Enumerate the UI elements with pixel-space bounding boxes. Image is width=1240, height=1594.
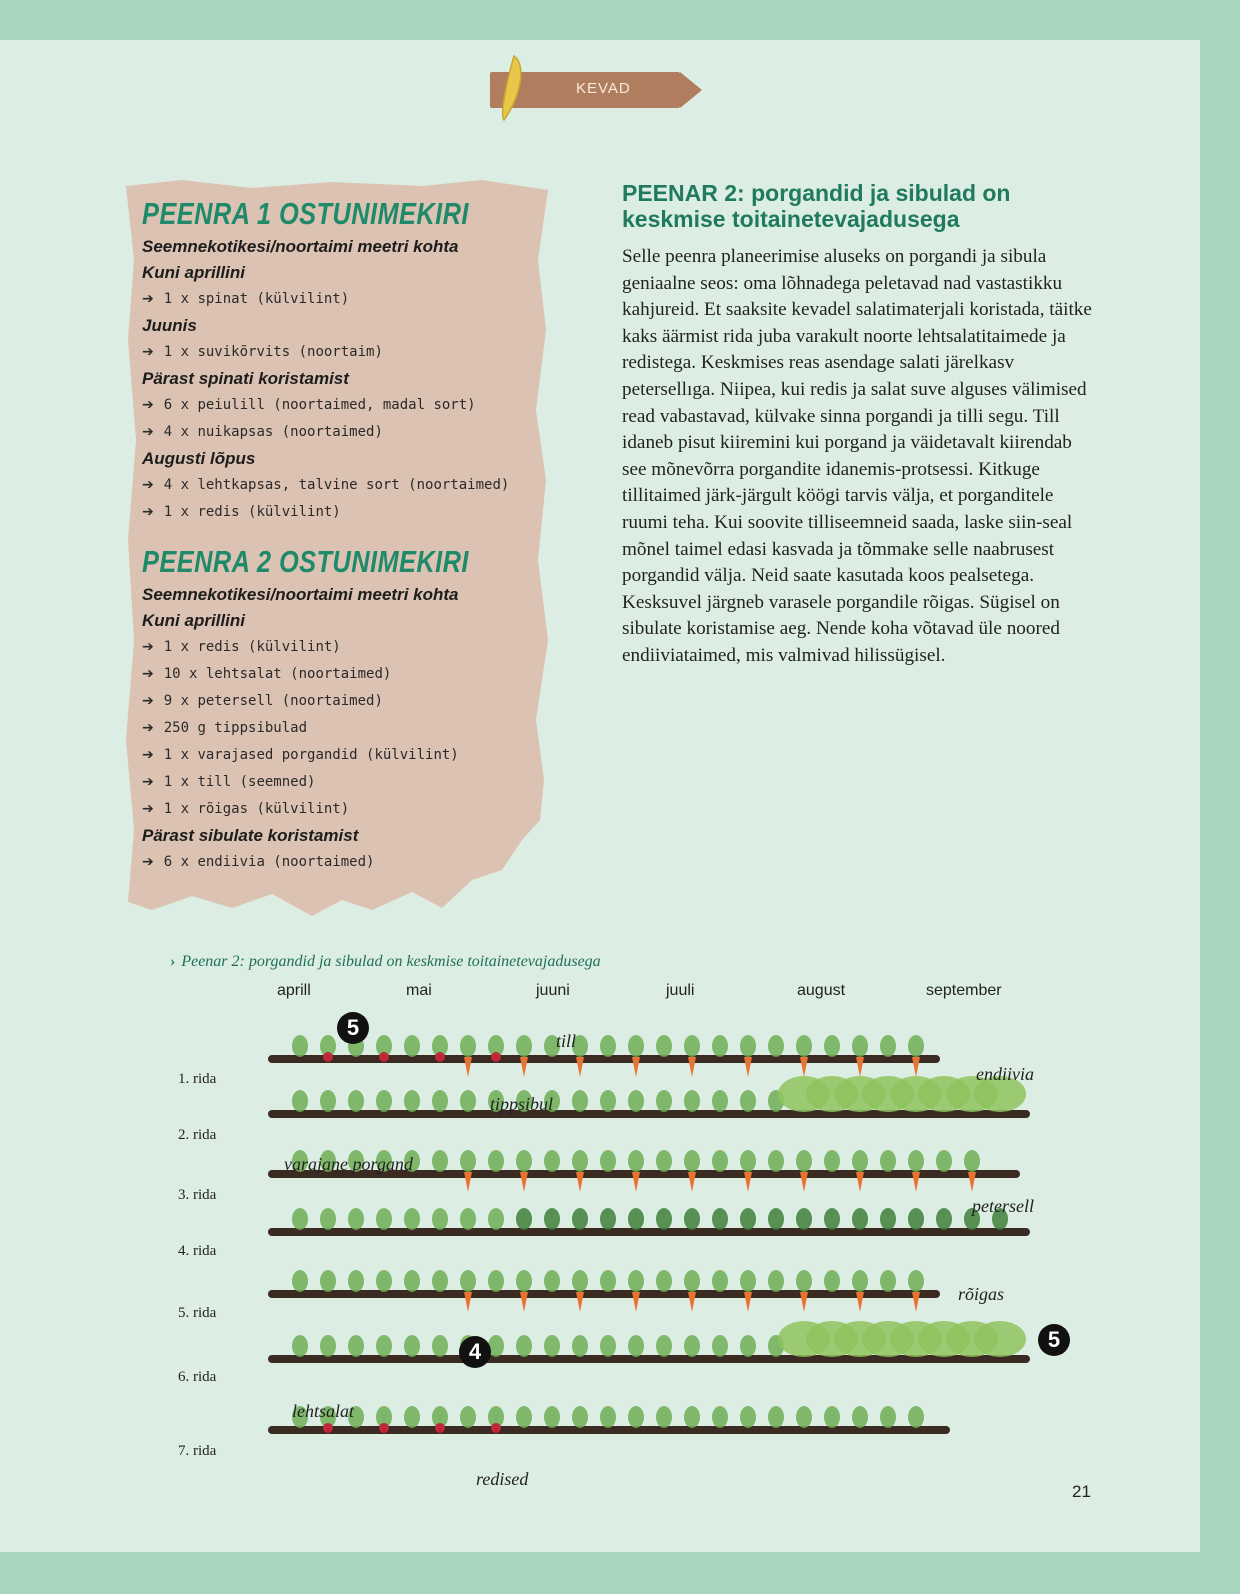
plant-leaf xyxy=(348,1090,364,1112)
plant-leaf xyxy=(376,1335,392,1357)
plant-leaf xyxy=(796,1270,812,1292)
row-label: 1. rida xyxy=(178,1071,217,1087)
carrot-root xyxy=(912,1057,920,1077)
plant-leaf xyxy=(628,1270,644,1292)
carrot-root xyxy=(800,1057,808,1077)
plant-leaf xyxy=(824,1208,840,1230)
plant-leaf xyxy=(656,1150,672,1172)
plant-leaf xyxy=(768,1208,784,1230)
month-label: juuli xyxy=(666,982,695,999)
carrot-root xyxy=(912,1172,920,1192)
row-label: 6. rida xyxy=(178,1369,217,1385)
plant-leaf xyxy=(740,1335,756,1357)
step-badge: 4 xyxy=(459,1336,491,1368)
carrot-root xyxy=(688,1172,696,1192)
list-2-title: PEENRA 2 OSTUNIMEKIRI xyxy=(142,544,469,579)
plant-leaf xyxy=(684,1208,700,1230)
plant-leaf xyxy=(656,1208,672,1230)
carrot-root xyxy=(576,1172,584,1192)
arrow-icon: ➔ xyxy=(142,693,154,709)
arrow-icon: ➔ xyxy=(142,854,154,870)
row-label: 3. rida xyxy=(178,1187,217,1203)
month-label: september xyxy=(926,982,1002,999)
plant-leaf xyxy=(712,1035,728,1057)
step-badge: 5 xyxy=(1038,1324,1070,1356)
list-item: ➔ 1 x suvikõrvits (noortaim) xyxy=(142,344,383,360)
carrot-root xyxy=(744,1292,752,1312)
list-item: ➔ 1 x redis (külvilint) xyxy=(142,504,341,520)
bed-row xyxy=(268,1035,940,1077)
plant-leaf xyxy=(796,1208,812,1230)
plant-leaf xyxy=(936,1150,952,1172)
plant-leaf xyxy=(684,1335,700,1357)
chevron-right-icon: › xyxy=(170,953,176,970)
list-item: ➔ 1 x rõigas (külvilint) xyxy=(142,801,350,817)
plant-leaf xyxy=(712,1150,728,1172)
plant-leaf xyxy=(740,1035,756,1057)
plant-leaf xyxy=(628,1208,644,1230)
plant-leaf xyxy=(768,1150,784,1172)
carrot-root xyxy=(576,1292,584,1312)
plant-leaf xyxy=(740,1406,756,1428)
plant-leaf xyxy=(432,1335,448,1357)
carrot-root xyxy=(800,1172,808,1192)
plant-leaf xyxy=(432,1150,448,1172)
plant-leaf xyxy=(404,1270,420,1292)
plant-leaf xyxy=(292,1335,308,1357)
arrow-icon: ➔ xyxy=(142,504,154,520)
plant-leaf xyxy=(460,1150,476,1172)
article-heading: PEENAR 2: porgandid ja sibulad on keskmise toitainetevajadusega xyxy=(622,180,1011,232)
plant-leaf xyxy=(320,1335,336,1357)
list-1-group-heading: Pärast spinati koristamist xyxy=(142,369,349,388)
arrow-icon: ➔ xyxy=(142,747,154,763)
shopping-list-content xyxy=(142,194,552,876)
plant-leaf xyxy=(404,1335,420,1357)
plant-leaf xyxy=(320,1208,336,1230)
plant-leaf xyxy=(824,1150,840,1172)
plant-leaf xyxy=(656,1090,672,1112)
plant-leaf xyxy=(656,1335,672,1357)
carrot-root xyxy=(800,1292,808,1312)
list-2-group-heading: Kuni aprillini xyxy=(142,611,245,630)
section-tag xyxy=(490,72,710,108)
plant-leaf xyxy=(684,1090,700,1112)
plant-label-endiivia: endiivia xyxy=(976,1064,1034,1084)
plant-leaf xyxy=(684,1035,700,1057)
garden-bed-illustration xyxy=(260,1010,1060,1470)
step-badge: 5 xyxy=(337,1012,369,1044)
plant-leaf xyxy=(404,1406,420,1428)
row-label: 7. rida xyxy=(178,1443,217,1459)
plant-leaf xyxy=(544,1406,560,1428)
list-1-title: PEENRA 1 OSTUNIMEKIRI xyxy=(142,196,469,231)
plant-leaf xyxy=(600,1406,616,1428)
plant-leaf xyxy=(292,1270,308,1292)
plant-leaf xyxy=(292,1090,308,1112)
carrot-root xyxy=(632,1172,640,1192)
carrot-icon xyxy=(492,54,532,124)
figure-caption: › Peenar 2: porgandid ja sibulad on keskmise toitainetevajadusega xyxy=(170,953,601,970)
plant-leaf xyxy=(908,1406,924,1428)
plant-leaf xyxy=(768,1406,784,1428)
arrow-icon: ➔ xyxy=(142,774,154,790)
bed-row xyxy=(268,1208,1030,1236)
plant-leaf xyxy=(936,1208,952,1230)
plant-leaf xyxy=(684,1406,700,1428)
arrow-icon: ➔ xyxy=(142,291,154,307)
plant-leaf xyxy=(544,1335,560,1357)
carrot-root xyxy=(632,1057,640,1077)
plant-leaf xyxy=(404,1090,420,1112)
plant-leaf xyxy=(488,1270,504,1292)
plant-leaf xyxy=(376,1208,392,1230)
plant-leaf xyxy=(376,1090,392,1112)
plant-leaf xyxy=(432,1270,448,1292)
plant-leaf xyxy=(516,1035,532,1057)
plant-label-petersell: petersell xyxy=(972,1196,1034,1216)
soil-strip xyxy=(268,1290,940,1298)
row-label: 4. rida xyxy=(178,1243,217,1259)
bed-row xyxy=(268,1076,1030,1118)
carrot-root xyxy=(688,1292,696,1312)
carrot-root xyxy=(520,1292,528,1312)
plant-leaf xyxy=(572,1270,588,1292)
plant-label-tippsibul: tippsibul xyxy=(490,1094,554,1114)
arrow-icon: ➔ xyxy=(142,397,154,413)
carrot-root xyxy=(576,1057,584,1077)
bed-row xyxy=(268,1270,940,1312)
section-tag-label: KEVAD xyxy=(576,80,631,97)
radish xyxy=(491,1423,501,1433)
soil-strip xyxy=(268,1055,940,1063)
radish xyxy=(379,1423,389,1433)
plant-leaf xyxy=(908,1270,924,1292)
carrot-root xyxy=(744,1172,752,1192)
plant-leaf xyxy=(432,1090,448,1112)
plant-leaf xyxy=(628,1090,644,1112)
plant-leaf xyxy=(908,1208,924,1230)
plant-leaf xyxy=(768,1035,784,1057)
plant-leaf xyxy=(684,1270,700,1292)
plant-leaf xyxy=(880,1208,896,1230)
radish xyxy=(491,1052,501,1062)
list-1-group-heading: Juunis xyxy=(142,316,197,335)
plant-leaf xyxy=(796,1035,812,1057)
plant-leaf xyxy=(292,1208,308,1230)
list-item: ➔ 6 x peiulill (noortaimed, madal sort) xyxy=(142,397,476,413)
plant-leaf xyxy=(348,1335,364,1357)
plant-leaf xyxy=(572,1335,588,1357)
plant-leaf xyxy=(516,1335,532,1357)
plant-leaf xyxy=(600,1150,616,1172)
plant-leaf xyxy=(292,1035,308,1057)
row-label: 2. rida xyxy=(178,1127,217,1143)
plant-leaf xyxy=(824,1035,840,1057)
plant-label-roigas: rõigas xyxy=(958,1284,1005,1304)
carrot-root xyxy=(520,1172,528,1192)
plant-leaf xyxy=(460,1406,476,1428)
plant-leaf xyxy=(656,1035,672,1057)
plant-leaf xyxy=(572,1150,588,1172)
plant-leaf xyxy=(824,1406,840,1428)
plant-label-lehtsalat: lehtsalat xyxy=(292,1401,354,1421)
month-label: juuni xyxy=(536,982,570,999)
plant-leaf xyxy=(516,1150,532,1172)
plant-leaf xyxy=(516,1406,532,1428)
plant-leaf xyxy=(796,1150,812,1172)
plant-leaf xyxy=(516,1208,532,1230)
carrot-root xyxy=(912,1292,920,1312)
radish xyxy=(435,1052,445,1062)
plant-label-till: till xyxy=(556,1031,577,1051)
plant-leaf xyxy=(348,1270,364,1292)
plant-leaf xyxy=(852,1150,868,1172)
plant-leaf xyxy=(740,1090,756,1112)
carrot-root xyxy=(856,1172,864,1192)
list-1-group-heading: Kuni aprillini xyxy=(142,263,245,282)
carrot-root xyxy=(856,1292,864,1312)
plant-leaf xyxy=(712,1406,728,1428)
month-label: august xyxy=(797,982,846,999)
plant-leaf xyxy=(712,1335,728,1357)
plant-leaf xyxy=(768,1270,784,1292)
list-item: ➔ 1 x varajased porgandid (külvilint) xyxy=(142,747,459,763)
plant-leaf xyxy=(572,1208,588,1230)
list-2-subtitle: Seemnekotikesi/noortaimi meetri kohta xyxy=(142,585,459,604)
plant-leaf xyxy=(516,1270,532,1292)
plant-leaf xyxy=(572,1406,588,1428)
carrot-root xyxy=(968,1172,976,1192)
plant-leaf xyxy=(376,1270,392,1292)
arrow-icon: ➔ xyxy=(142,344,154,360)
plant-label-varajane-porgand: varajane porgand xyxy=(284,1154,413,1174)
carrot-root xyxy=(744,1057,752,1077)
plant-leaf xyxy=(320,1090,336,1112)
article-body: Selle peenra planeerimise aluseks on porgandi ja sibula geniaalne seos: oma lõhnadega peletavad nad vastastikku kahjureid. Et saaksite kevadel salatimaterjali koristada, täitke kaks äärmist rida juba varakult noorte lehtsalatitaimede ja redistega. Keskmises reas asendage salati järelkasv petersellıga. Niipea, kui redis ja salat suve alguses välimised read vabastavad, külvake sinna porgandi ja tilli segu. Till idaneb pisut kiiremini kui porgand ja väidetavalt kiirendab see mõnevõrra porgandite idanemis-protsessi. Kitkuge tillitaimed järk-järgult köögi tarvis välja, et porganditele ruumi teha. Kui soovite tilliseemneid saada, laske siin-seal mõnel taimel edasi kasvada ja tõmmake selle naabrusest porgandid välja. Neid saate kasutada koos pealsetega. Kesksuvel järgneb varasele porgandile rõigas. Sügisel on sibulate koristamise aeg. Nende koha võtavad üle noored endiiviataimed, mis valmivad hilissügisel. xyxy=(622,246,1092,666)
radish xyxy=(379,1052,389,1062)
plant-leaf xyxy=(852,1208,868,1230)
plant-leaf xyxy=(712,1208,728,1230)
list-item: ➔ 9 x petersell (noortaimed) xyxy=(142,693,383,709)
radish xyxy=(323,1052,333,1062)
list-item: ➔ 1 x till (seemned) xyxy=(142,774,316,790)
plant-leaf xyxy=(460,1090,476,1112)
list-item: ➔ 4 x lehtkapsas, talvine sort (noortaimed) xyxy=(142,477,510,493)
plant-leaf xyxy=(488,1150,504,1172)
plant-leaf xyxy=(600,1335,616,1357)
plant-leaf xyxy=(628,1035,644,1057)
list-1-subtitle: Seemnekotikesi/noortaimi meetri kohta xyxy=(142,237,459,256)
arrow-icon: ➔ xyxy=(142,666,154,682)
plant-leaf xyxy=(964,1150,980,1172)
plant-leaf xyxy=(404,1208,420,1230)
month-label: aprill xyxy=(277,982,311,999)
list-1-group-heading: Augusti lõpus xyxy=(142,449,256,468)
plant-leaf xyxy=(852,1270,868,1292)
carrot-root xyxy=(520,1057,528,1077)
month-label: mai xyxy=(406,982,432,999)
list-item: ➔ 1 x redis (külvilint) xyxy=(142,639,341,655)
list-item: ➔ 250 g tippsibulad xyxy=(142,720,308,736)
plant-leaf xyxy=(880,1150,896,1172)
plant-leaf xyxy=(600,1090,616,1112)
plant-leaf xyxy=(572,1090,588,1112)
plant-leaf xyxy=(320,1270,336,1292)
plant-leaf xyxy=(852,1406,868,1428)
list-item: ➔ 10 x lehtsalat (noortaimed) xyxy=(142,666,392,682)
plant-leaf xyxy=(908,1035,924,1057)
carrot-root xyxy=(464,1292,472,1312)
arrow-icon: ➔ xyxy=(142,639,154,655)
carrot-root xyxy=(688,1057,696,1077)
plant-leaf xyxy=(740,1208,756,1230)
carrot-root xyxy=(856,1057,864,1077)
bed-row xyxy=(268,1406,950,1434)
carrot-root xyxy=(464,1172,472,1192)
bed-row xyxy=(268,1321,1030,1363)
arrow-icon: ➔ xyxy=(142,801,154,817)
plant-leaf xyxy=(880,1270,896,1292)
plant-leaf xyxy=(712,1270,728,1292)
plant-leaf xyxy=(544,1270,560,1292)
plant-leaf xyxy=(544,1208,560,1230)
plant-leaf xyxy=(432,1208,448,1230)
plant-leaf xyxy=(600,1270,616,1292)
plant-leaf xyxy=(852,1035,868,1057)
plant-leaf xyxy=(628,1406,644,1428)
plant-leaf xyxy=(740,1270,756,1292)
radish xyxy=(435,1423,445,1433)
plant-leaf xyxy=(460,1035,476,1057)
plant-leaf xyxy=(712,1090,728,1112)
carrot-root xyxy=(464,1057,472,1077)
arrow-icon: ➔ xyxy=(142,720,154,736)
plant-leaf xyxy=(404,1035,420,1057)
radish xyxy=(323,1423,333,1433)
arrow-icon: ➔ xyxy=(142,477,154,493)
list-item: ➔ 6 x endiivia (noortaimed) xyxy=(142,854,375,870)
row-label: 5. rida xyxy=(178,1305,217,1321)
plant-leaf xyxy=(544,1150,560,1172)
list-item: ➔ 4 x nuikapsas (noortaimed) xyxy=(142,424,383,440)
plant-leaf xyxy=(974,1321,1026,1357)
plant-leaf xyxy=(460,1270,476,1292)
arrow-icon: ➔ xyxy=(142,424,154,440)
plant-leaf xyxy=(880,1406,896,1428)
plant-leaf xyxy=(628,1335,644,1357)
plant-leaf xyxy=(796,1406,812,1428)
plant-label-redised: redised xyxy=(476,1469,529,1489)
plant-leaf xyxy=(740,1150,756,1172)
plant-leaf xyxy=(628,1150,644,1172)
plant-leaf xyxy=(656,1406,672,1428)
plant-leaf xyxy=(488,1208,504,1230)
plant-leaf xyxy=(880,1035,896,1057)
list-2-group-heading: Pärast sibulate koristamist xyxy=(142,826,359,845)
plant-leaf xyxy=(908,1150,924,1172)
section-tag-arrow-tip xyxy=(680,72,702,108)
plant-leaf xyxy=(460,1208,476,1230)
plant-leaf xyxy=(656,1270,672,1292)
plant-leaf xyxy=(824,1270,840,1292)
shopping-list-paper xyxy=(122,180,552,920)
carrot-root xyxy=(632,1292,640,1312)
plant-leaf xyxy=(684,1150,700,1172)
plant-leaf xyxy=(600,1208,616,1230)
plant-leaf xyxy=(348,1208,364,1230)
list-item: ➔ 1 x spinat (külvilint) xyxy=(142,291,350,307)
page-number: 21 xyxy=(1072,1482,1091,1501)
plant-leaf xyxy=(600,1035,616,1057)
